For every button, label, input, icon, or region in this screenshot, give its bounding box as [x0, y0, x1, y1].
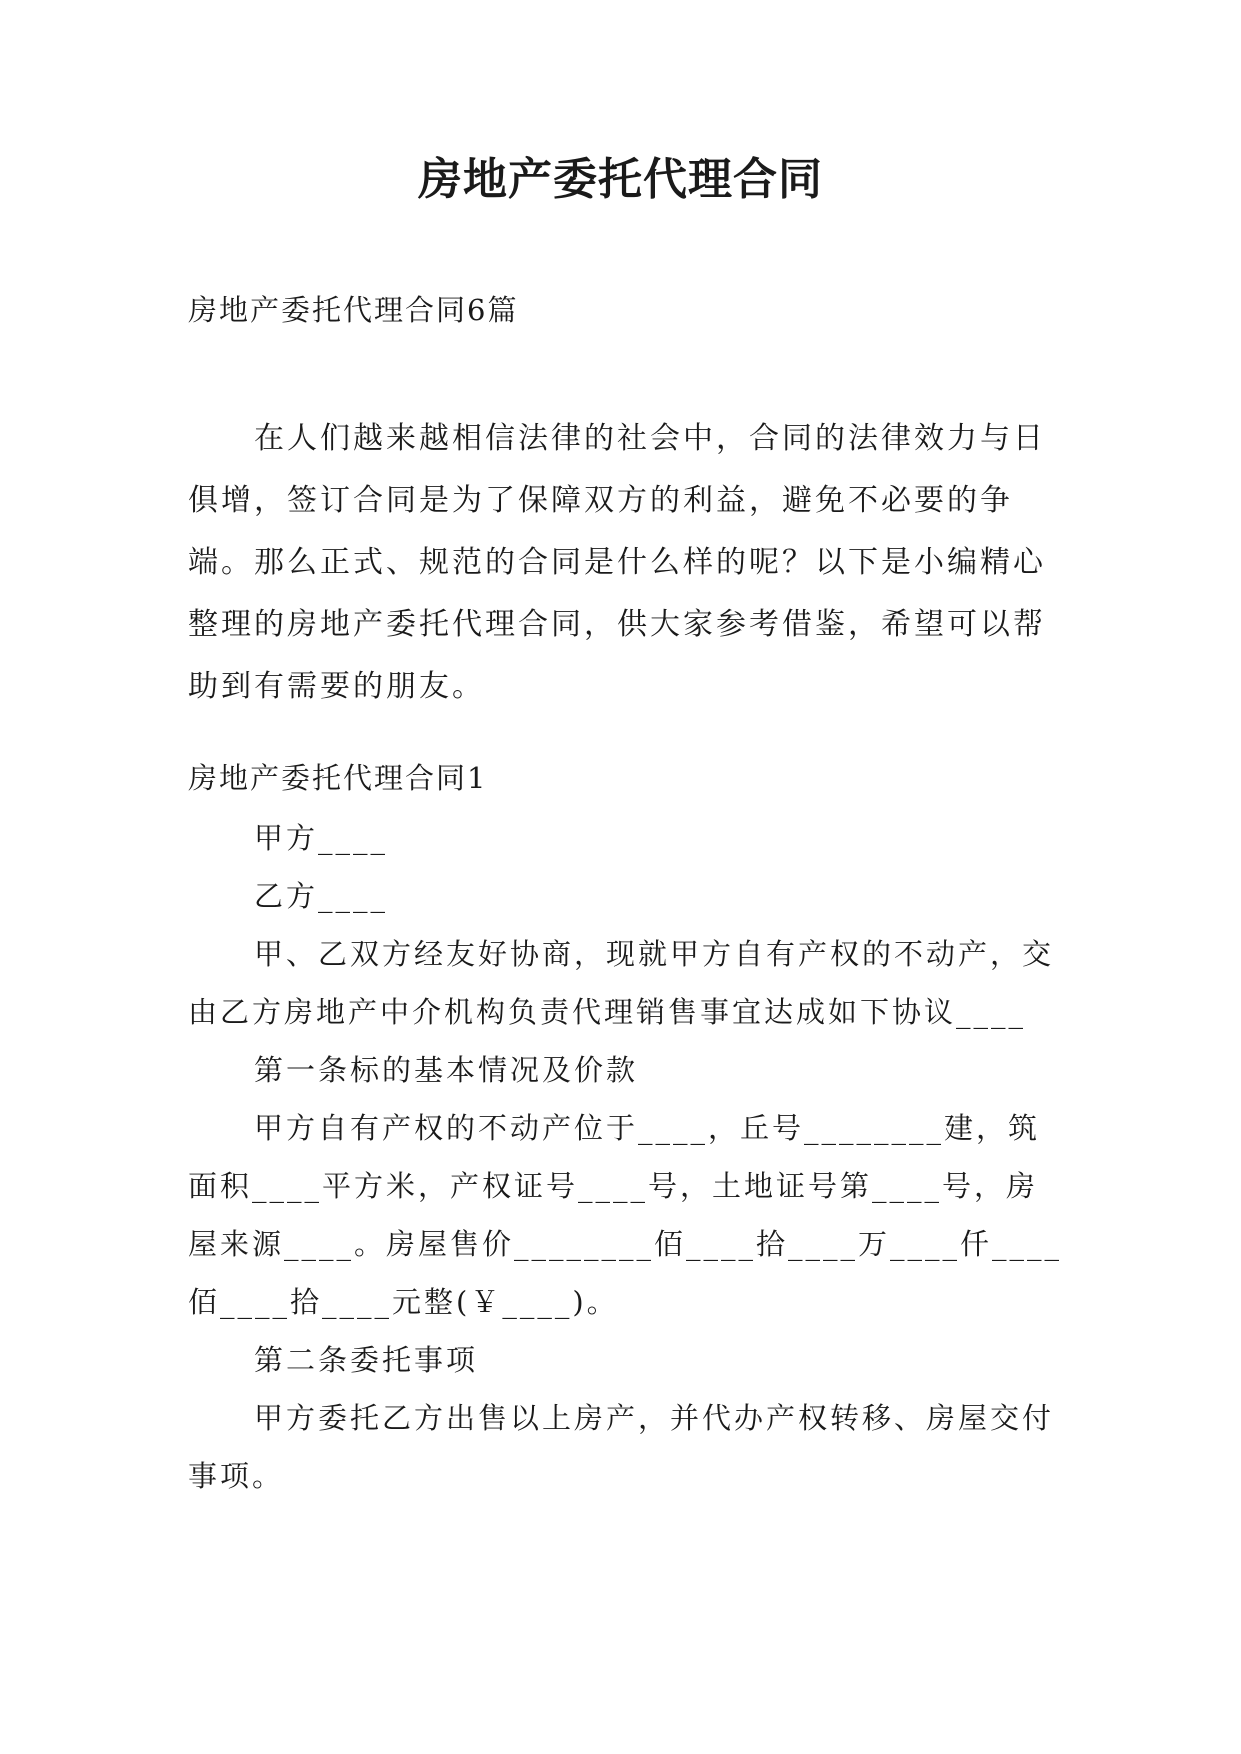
contract-body: [188, 809, 1064, 1505]
document-subtitle: 房地产委托代理合同6篇: [188, 293, 519, 327]
agreement-paragraph: 甲、乙双方经友好协商，现就甲方自有产权的不动产，交由乙方房地产中介机构负责代理销售事宜达成如下协议____: [188, 937, 1055, 1029]
party-a-line: 甲方____: [254, 821, 389, 855]
article-1-heading: 第一条标的基本情况及价款: [254, 1053, 639, 1087]
intro-paragraph: 在人们越来越相信法律的社会中，合同的法律效力与日俱增，签订合同是为了保障双方的利益，避免不必要的争端。那么正式、规范的合同是什么样的呢？以下是小编精心整理的房地产委托代理合同，供大家参考借鉴，希望可以帮助到有需要的朋友。: [188, 421, 1046, 704]
article-2-body: 甲方委托乙方出售以上房产，并代办产权转移、房屋交付事项。: [188, 1401, 1055, 1493]
document-title: 房地产委托代理合同: [418, 154, 823, 205]
article-2-heading: 第二条委托事项: [254, 1343, 479, 1377]
party-b-line: 乙方____: [254, 879, 389, 913]
article-1-body: 甲方自有产权的不动产位于____，丘号________建，筑面积____平方米，产权证号____号，土地证号第____号，房屋来源____。房屋售价________佰____拾____万____仟____佰____拾____元整(￥____)。: [188, 1111, 1063, 1319]
section-heading: 房地产委托代理合同1: [188, 761, 488, 795]
